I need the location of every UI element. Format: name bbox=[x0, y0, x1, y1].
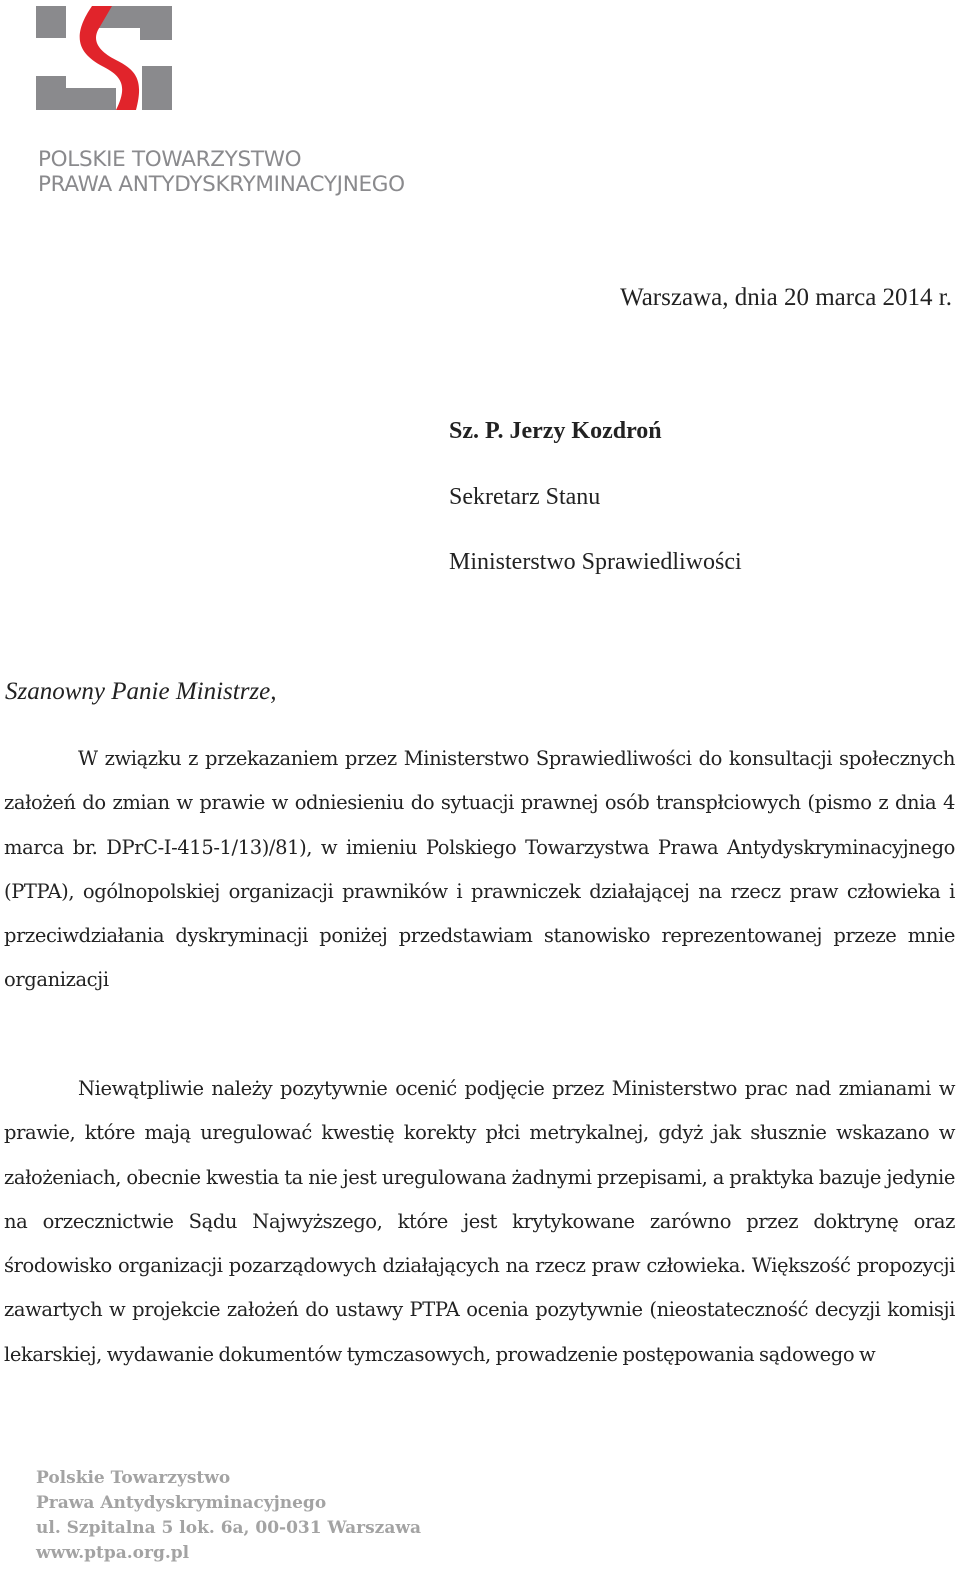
letterhead-footer bbox=[36, 1466, 421, 1566]
salutation: Szanowny Panie Ministrze, bbox=[5, 678, 277, 705]
recipient-name: Sz. P. Jerzy Kozdroń bbox=[449, 418, 662, 444]
recipient-organization: Ministerstwo Sprawiedliwości bbox=[449, 549, 742, 575]
ptpa-s-logo-icon bbox=[36, 6, 172, 110]
footer-address: ul. Szpitalna 5 lok. 6a, 00-031 Warszawa bbox=[36, 1518, 421, 1538]
letter-date: Warszawa, dnia 20 marca 2014 r. bbox=[620, 284, 952, 311]
logo-text-line1: POLSKIE TOWARZYSTWO bbox=[38, 147, 302, 172]
logo-text-line2: PRAWA ANTYDYSKRYMINACYJNEGO bbox=[38, 172, 405, 197]
body-paragraph: W związku z przekazaniem przez Ministerstwo Sprawiedliwości do konsultacji społecznych założeń do zmian w prawie w odniesieniu do sytuacji prawnej osób transpłciowych (pismo z dnia 4 marca br. DPrC-I-415-1/13)/81), w imieniu Polskiego Towarzystwa Prawa Antydyskryminacyjnego (PTPA), ogólnopolskiej organizacji prawników i prawniczek działającej na rzecz praw człowieka i przeciwdziałania dyskryminacji poniżej przedstawiam stanowisko reprezentowanej przeze mnie organizacji bbox=[4, 747, 955, 992]
footer-website-link[interactable]: www.ptpa.org.pl bbox=[36, 1543, 190, 1563]
footer-org-name-line1: Polskie Towarzystwo bbox=[36, 1468, 231, 1488]
footer-org-name-line2: Prawa Antydyskryminacyjnego bbox=[36, 1493, 327, 1513]
recipient-title: Sekretarz Stanu bbox=[449, 484, 601, 510]
body-paragraph: Niewątpliwie należy pozytywnie ocenić podjęcie przez Ministerstwo prac nad zmianami w prawie, które mają uregulować kwestię korekty płci metrykalnej, gdyż jak słusznie wskazano w założeniach, obecnie kwestia ta nie jest uregulowana żadnymi przepisami, a praktyka bazuje jedynie na orzecznictwie Sądu Najwyższego, które jest krytykowane zarówno przez doktrynę oraz środowisko organizacji pozarządowych działających na rzecz praw człowieka. Większość propozycji zawartych w projekcie założeń do ustawy PTPA ocenia pozytywnie (nieostateczność decyzji komisji lekarskiej, wydawanie dokumentów tymczasowych, prowadzenie postępowania sądowego w bbox=[4, 1077, 955, 1366]
organization-logo bbox=[36, 6, 456, 196]
